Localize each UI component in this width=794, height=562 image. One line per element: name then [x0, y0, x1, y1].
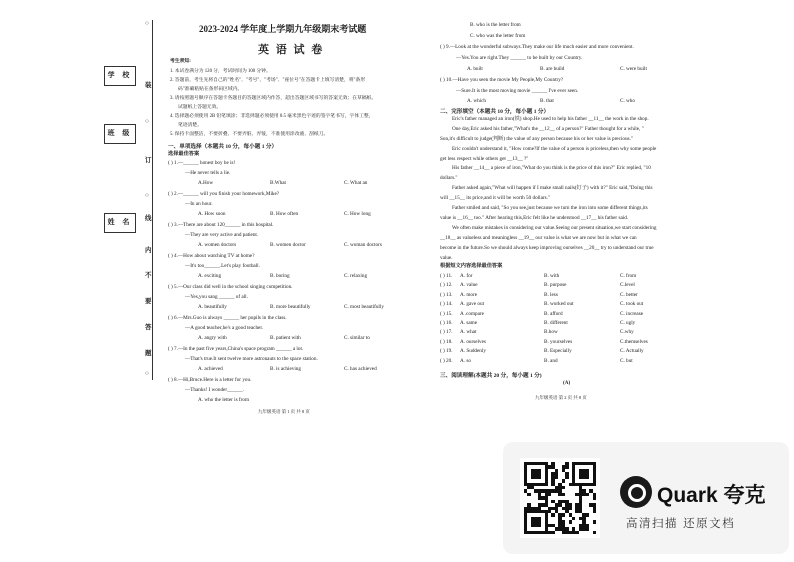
option-c: C. How long [344, 211, 371, 217]
cloze-option: A. same [460, 320, 477, 326]
binding-char: 线 [145, 215, 152, 222]
option-c: C. similar to [344, 335, 370, 341]
cloze-option: C. took out [620, 301, 644, 308]
cloze-question-number: ( ) 16. [440, 320, 453, 326]
cloze-option: B. different [544, 320, 568, 326]
binding-char: 要 [145, 298, 152, 305]
option-a: A. angry with [198, 335, 227, 341]
section1-heading: 一、单项选择（本题共 10 分，每小题 1 分） [168, 144, 278, 150]
option-c: C. were built [620, 66, 647, 72]
passage-line: get less respect while others get __13__ ?" [440, 156, 529, 162]
question-line2: —He never tells a lie. [185, 170, 231, 176]
option-a: A. built [467, 66, 483, 72]
question-stem: ( ) 8.—Hi,Bruce.Here is a letter for you. [168, 377, 252, 383]
instruction-line: 4. 选择题必须使用 2B 铅笔填涂；非选择题必须使用 0.5 毫米黑色字迹的签字笔书写，字体工整， [170, 114, 374, 119]
cloze-option: B. less [544, 291, 558, 298]
question-line2: —That's true.It sent twelve more astronauts to the space station. [185, 356, 318, 362]
quark-tagline: 高清扫描 还原文档 [626, 516, 736, 530]
cloze-option: A. ourselves [460, 338, 486, 345]
question-line2: —Sure.It is the most moving movie ______ I've ever seen. [456, 88, 579, 94]
passage-line: __18__ as valueless and meaningless __19__ our value is what we are now but in what we can [440, 235, 637, 241]
cloze-question-number: ( ) 11. [440, 273, 453, 279]
cloze-option: C.level [620, 282, 635, 289]
binding-char: 订 [145, 157, 152, 164]
option-b: B. boring [270, 273, 290, 279]
question-stem: ( ) 6.—Mrs.Guo is always ______ her pupils in the class. [168, 315, 287, 321]
name-box [104, 213, 136, 233]
name-box-label: 姓 名 [107, 218, 133, 226]
qr-code-icon [520, 458, 600, 538]
section3-sub: (A) [563, 380, 571, 386]
option-b: B. How often [270, 211, 299, 217]
binding-char: 装 [145, 82, 152, 89]
section2-heading: 二、完形填空（本题共 10 分，每小题 1 分） [440, 109, 550, 115]
cloze-question-number: ( ) 12. [440, 282, 453, 289]
instruction-line: 1. 本试卷满分为 120 分，考试时间为 100 分钟。 [170, 69, 271, 74]
passage-line: dollars." [440, 175, 458, 181]
section3-heading: 三、阅读理解(本题共 20 分，每小题 1 分) [440, 373, 542, 379]
question-stem: ( ) 10.—Have you seen the movie My People,My Country? [440, 77, 564, 83]
question-line2: —They are very active and patient. [185, 232, 259, 238]
cloze-question-number: ( ) 18. [440, 338, 453, 345]
passage-line: value. [440, 255, 453, 261]
passage-line: Father smiled and said, "So you see,just because we turn the iron into some different things,its [452, 205, 648, 211]
right-page-footer: 九年级英语 第 2 页 共 8 页 [535, 395, 587, 400]
binding-char: ○ [145, 20, 149, 27]
option-a: A. who the letter is from [198, 397, 249, 403]
binding-char: 内 [145, 247, 152, 254]
option-a: A.How [198, 180, 214, 186]
question-stem: ( ) 9.—Look at the wonderful subways.They make our life much easier and more convenient. [440, 44, 634, 50]
instruction-line: 笔迹清楚。 [178, 123, 202, 128]
instruction-line: 码"准确粘贴在条形码区域内。 [178, 87, 243, 92]
cloze-question-number: ( ) 13. [440, 291, 453, 298]
cloze-question-number: ( ) 20. [440, 357, 453, 364]
option-c: C. relaxing [344, 273, 368, 279]
cloze-option: A. for [460, 273, 473, 279]
option-c: C. has achieved [344, 366, 377, 372]
cloze-option: A. value [460, 282, 478, 289]
class-box-label: 班 级 [107, 129, 133, 137]
passage-line: become in the future.So we should always keep improving ourselves __20__ try to understand our true [440, 245, 654, 251]
passage-line: value is __16__ too." After hearing this,Eric felt like he understood __17__ his father said. [440, 215, 629, 221]
cloze-question-number: ( ) 17. [440, 329, 453, 336]
question-line2: —It's too______.Let's play football. [185, 263, 260, 269]
question-line2: —Yes,you sang ______ of all. [185, 294, 248, 300]
cloze-option: B. Especially [544, 348, 572, 355]
option-a: A. How soon [198, 211, 226, 217]
cloze-option: A. so [460, 357, 471, 364]
school-box [104, 66, 136, 86]
binding-char: ○ [145, 370, 149, 377]
left-page-footer: 九年级英语 第 1 页 共 8 页 [258, 409, 310, 414]
cloze-question-number: ( ) 14. [440, 301, 453, 308]
option-c: C. most beautifully [344, 304, 384, 310]
binding-char: ○ [145, 192, 149, 199]
cloze-option: C. ugly [620, 320, 636, 326]
option-b: B. is achieving [270, 366, 301, 372]
instruction-line: 试题纸上答题无效。 [178, 105, 222, 110]
cloze-options-heading: 根据短文内容选择最佳答案 [440, 263, 503, 269]
cloze-option: A. what [460, 329, 477, 336]
question-stem: ( ) 2.—______ will you finish your homework,Mike? [168, 191, 280, 197]
option-c: C. woman doctors [344, 242, 382, 248]
class-box [104, 124, 136, 144]
option-c: C. What an [344, 180, 368, 186]
cloze-option: B. yourselves [544, 338, 573, 345]
quark-logo-icon [620, 476, 652, 508]
cloze-option: B. with [544, 273, 560, 279]
question-stem: ( ) 4.—How about watching TV at home? [168, 253, 255, 259]
question-stem: ( ) 7.—In the past five years,China's space program ______ a lot. [168, 346, 304, 352]
instruction-line: 5. 保持卡面整洁，不要折叠、不要弄脏、弄皱，不准使用涂改液、刮纸刀。 [170, 132, 329, 137]
cloze-option: C.themselves [620, 338, 648, 345]
question-line2: —A good teacher,he's a good teacher. [185, 325, 264, 331]
option-c: C. who [620, 98, 635, 104]
option-a: A. women doctors [198, 242, 237, 248]
school-box-label: 学 校 [107, 71, 133, 79]
q8-option-b: B. who is the letter from [470, 22, 521, 28]
cloze-option: C. increase [620, 310, 644, 317]
cloze-option: B. purpose [544, 282, 567, 289]
passage-line: will __15__ its price,and it will be worth 50 dollars." [440, 195, 551, 201]
option-a: A. beautifully [198, 304, 227, 310]
cloze-question-number: ( ) 19. [440, 348, 453, 355]
question-line2: —Thanks! I wonder______. [185, 387, 244, 393]
cloze-option: C. better [620, 291, 638, 298]
passage-line: His father __14__ a piece of iron,"What do you think is the price of this iron?" Eric replied, "10 [452, 165, 651, 171]
instruction-line: 3. 请按照题号顺序在答题卡各题目的答题区域内作答，超出答题区域书写的答案无效；在草稿纸、 [170, 96, 377, 101]
cloze-option: C. Actually [620, 348, 644, 355]
option-b: B. are build [540, 66, 565, 72]
cloze-option: C.why [620, 329, 634, 336]
cloze-option: B. worked out [544, 301, 574, 308]
cloze-option: B. and [544, 357, 558, 364]
cloze-option: A. more [460, 291, 477, 298]
option-b: B.What [270, 180, 286, 186]
passage-line: Eric's father managed an iron(铁) shop.He used to help his father __11__ the work in the shop. [452, 116, 649, 122]
quark-brand: Quark 夸克 [657, 484, 766, 507]
cloze-question-number: ( ) 15. [440, 310, 453, 317]
cloze-option: B. afford [544, 310, 563, 317]
q8-option-c: C. who was the letter from [470, 33, 526, 39]
option-b: B. patient with [270, 335, 301, 341]
passage-line: We often make mistakes in considering our value.Seeing our present situation,we start considering [452, 225, 657, 231]
passage-line: Father asked again,"What will happen if I make small nails(钉子) with it?" Eric said,"Doing this [452, 185, 653, 191]
exam-title: 2023-2024 学年度上学期九年级期末考试题 [199, 24, 367, 34]
binding-char: 答 [145, 324, 152, 331]
cloze-option: A .compare [460, 310, 484, 317]
cloze-option: A. gave out [460, 301, 485, 308]
question-line2: —In an hour. [185, 201, 213, 207]
section1-subheading: 选择最佳答案 [168, 151, 200, 157]
passage-line: Son,it's difficult to judge(判断) the value of any person because his or her value is precious." [440, 136, 633, 142]
option-b: B. that [540, 98, 554, 104]
exam-subtitle: 英 语 试 卷 [258, 44, 325, 56]
passage-line: One day,Eric asked his father,"What's the __12__ of a person?" Father thought for a while, " [452, 126, 644, 132]
passage-line: Eric couldn't understand it, "How come?If the value of a person is priceless,then why some people [452, 146, 657, 152]
binding-char: ○ [145, 118, 149, 125]
cloze-option: C. but [620, 357, 633, 364]
question-line2: —Yes.You are right.They ______ to be built by our Country. [456, 55, 583, 61]
instructions-heading: 考生须知: [170, 59, 191, 64]
binding-char: 不 [145, 272, 152, 279]
option-a: A. achieved [198, 366, 223, 372]
option-a: A. exciting [198, 273, 222, 279]
question-stem: ( ) 5.—Our class did well in the school singing competition. [168, 284, 293, 290]
option-b: B. more beautifully [270, 304, 311, 310]
binding-char: 题 [145, 350, 152, 357]
cloze-option: C. from [620, 273, 637, 279]
question-stem: ( ) 1.—______ honest boy he is! [168, 160, 236, 166]
option-b: B. women doctor [270, 242, 306, 248]
cloze-option: B.how [544, 329, 558, 336]
binding-line [152, 20, 153, 380]
option-a: A. which [467, 98, 487, 104]
question-stem: ( ) 3.—There are about 120______ in this hospital. [168, 222, 274, 228]
instruction-line: 2. 答题前，考生先将自己的"姓名"、"考号"、"考场"、"座位号"在答题卡上填写清楚，将"条形 [170, 78, 366, 83]
cloze-option: A. Suddenly [460, 348, 486, 355]
